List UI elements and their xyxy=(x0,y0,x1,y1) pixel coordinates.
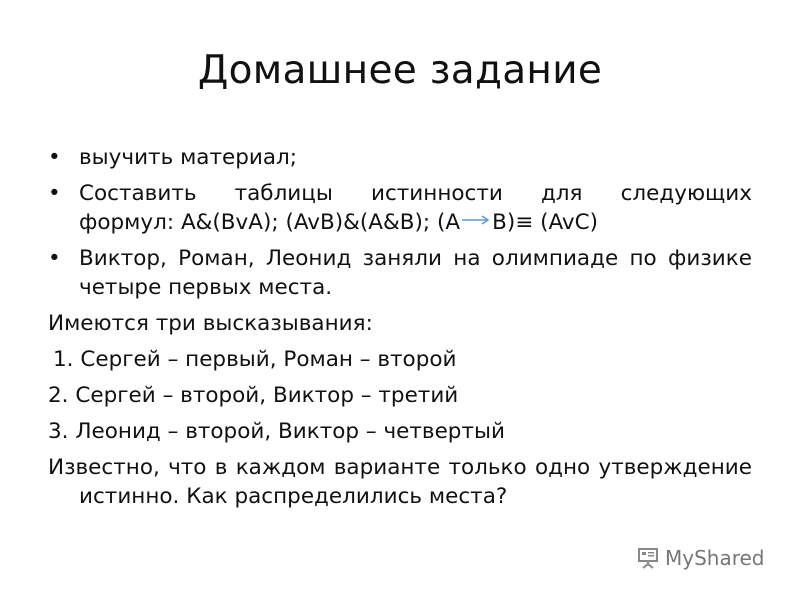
paragraph-intro: Имеются три высказывания: xyxy=(48,311,373,336)
bullet-item-3 xyxy=(48,244,752,302)
paragraph-question: Известно, что в каждом варианте только одно утверждение истинно. Как распределились места? xyxy=(48,455,752,509)
bullet-text-line1: Составить таблицы истинности для следующих xyxy=(79,181,752,206)
formula-line xyxy=(79,208,752,237)
bullet-dot: • xyxy=(48,181,61,206)
bullet-text: Виктор, Роман, Леонид заняли на олимпиаде по физике четыре первых места. xyxy=(79,246,752,300)
formula-prefix: формул: А&(BvA); (AvB)&(A&B); (A xyxy=(79,210,461,235)
statement-2: 2. Сергей – второй, Виктор – третий xyxy=(48,383,459,408)
formula-suffix: B)≡ (AvC) xyxy=(492,210,599,235)
bullet-text: выучить материал; xyxy=(79,145,298,170)
bullet-item-2 xyxy=(48,179,752,237)
statement-3: 3. Леонид – второй, Виктор – четвертый xyxy=(48,419,505,444)
bullet-dot: • xyxy=(48,246,61,271)
presentation-board-icon xyxy=(636,546,660,570)
slide-title: Домашнее задание xyxy=(197,48,603,93)
slide-content xyxy=(48,143,752,518)
statement-1: 1. Сергей – первый, Роман – второй xyxy=(53,347,457,372)
bullet-dot: • xyxy=(48,145,61,170)
bullet-item-1 xyxy=(48,143,752,172)
implication-arrow-icon xyxy=(460,219,492,229)
watermark-logo xyxy=(636,546,765,570)
watermark-text: MyShared xyxy=(665,546,765,570)
